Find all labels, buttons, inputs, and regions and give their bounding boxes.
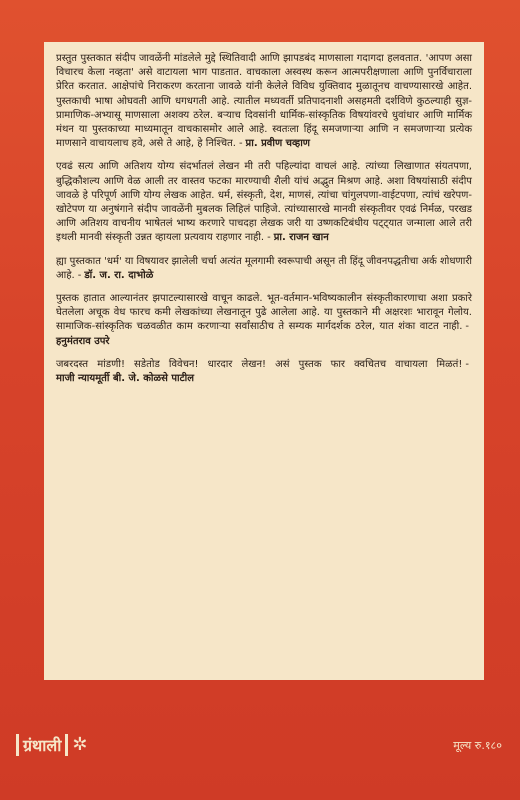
publisher-logo xyxy=(16,734,87,756)
publisher-name: ग्रंथाली xyxy=(23,736,62,755)
review-4: पुस्तक हातात आल्यानंतर झपाटल्यासारखे वाचून काढले. भूत-वर्तमान-भविष्यकालीन संस्कृतीकारणाचा अशा प्रकारे घेतलेला अचूक वेध फारच कमी लेखकांच्या लेखनातून पुढे आलेला आहे. या पुस्तकाने मी अक्षरशः भारावून गेलोय. सामाजिक-सांस्कृतिक चळवळीत काम करणाऱ्या सर्वांसाठीच ते सम्यक मार्गदर्शक ठरेल, यात शंका वाटत नाही. -हनुमंतराव उपरे xyxy=(56,293,472,347)
review-1: प्रस्तुत पुस्तकात संदीप जावळेंनी मांडलेले मुद्दे स्थितिवादी आणि झापडबंद माणसाला गदागदा हलवतात. 'आपण असा विचारच केला नव्हता' असे वाटायला भाग पाडतात. वाचकाला अस्वस्थ करून आत्मपरीक्षणाला आणि पुनर्विचाराला प्रेरित करतात. आक्षेपांचे निराकरण करताना जावळे यांनी केलेले विविध युक्तिवाद मुळातूनच वाचण्यासारखे आहेत. पुस्तकाची भाषा ओघवती आणि धगधगती आहे. त्यातील मध्यवर्ती प्रतिपादनाशी असहमती दर्शविणे कुठल्याही सुज्ञ-प्रामाणिक-अभ्यासू माणसाला अशक्य ठरेल. बऱ्याच दिवसांनी धार्मिक-सांस्कृतिक विषयांवरचे धुवांधार आणि मार्मिक मंथन या पुस्तकाच्या माध्यमातून वाचकासमोर आले आहे. स्वतःला हिंदू समजणाऱ्या आणि न समजणाऱ्या प्रत्येक माणसाने वाचायलाच हवे, असे ते आहे, हे निश्चित. - प्रा. प्रवीण चव्हाण xyxy=(56,53,472,150)
reviews-panel xyxy=(44,42,484,680)
review-3: ह्या पुस्तकात 'धर्म' या विषयावर झालेली चर्चा अत्यंत मूलगामी स्वरूपाची असून ती हिंदू जीवनपद्धतीचा अर्क शोधणारी आहे. - डॉ. ज. रा. दाभोळे xyxy=(56,255,472,281)
review-5: जबरदस्त मांडणी! सडेतोड विवेचन! धारदार लेखन! असं पुस्तक फार क्वचितच वाचायला मिळतं! -माजी न्यायमूर्ती बी. जे. कोळसे पाटील xyxy=(56,358,469,385)
review-author: प्रा. प्रवीण चव्हाण xyxy=(245,138,311,150)
review-2: एवढं सत्य आणि अतिशय योग्य संदर्भातलं लेखन मी तरी पहिल्यांदा वाचलं आहे. त्यांच्या लिखाणात संयतपणा, बुद्धिकौशल्य आणि वेळ आली तर वास्तव फटका मारण्याची शैली यांचं अद्भुत मिश्रण आहे. अशा विषयांसाठी संदीप जावळे हे परिपूर्ण आणि योग्य लेखक आहेत. धर्म, संस्कृती, देश, माणसं, त्यांचा चांगुलपणा-वाईटपणा, त्यांचं खरेपण-खोटेपण या अनुषंगाने संदीप जावळेंनी मुबलक लिहिलं पाहिजे. त्यांच्यासारखे मानवी संस्कृतीवर एवढं निर्मळ, परखड आणि अतिशय वाचनीय भाषेतलं भाष्य करणारे पाचदहा लेखक जरी या उष्णकटिबंधीय पट्ट्यात जन्माला आले तरी इथली मानवी संस्कृती उन्नत व्हायला प्रत्यवाय राहणार नाही. - प्रा. राजन खान xyxy=(56,161,472,244)
review-text: ह्या पुस्तकात 'धर्म' या विषयावर झालेली चर्चा अत्यंत मूलगामी स्वरूपाची असून ती हिंदू जीवनपद्धतीचा अर्क शोधणारी आहे. xyxy=(56,255,472,281)
review-author: माजी न्यायमूर्ती बी. जे. कोळसे पाटील xyxy=(56,373,195,385)
logo-bar-icon xyxy=(65,734,68,756)
logo-bar-icon xyxy=(16,734,19,756)
review-text: एवढं सत्य आणि अतिशय योग्य संदर्भातलं लेखन मी तरी पहिल्यांदा वाचलं आहे. त्यांच्या लिखाणात संयतपणा, बुद्धिकौशल्य आणि वेळ आली तर वास्तव फटका मारण्याची शैली यांचं अद्भुत मिश्रण आहे. अशा विषयांसाठी संदीप जावळे हे परिपूर्ण आणि योग्य लेखक आहेत. धर्म, संस्कृती, देश, माणसं, त्यांचा चांगुलपणा-वाईटपणा, त्यांचं खरेपण-खोटेपण या अनुषंगाने संदीप जावळेंनी मुबलक लिहिलं पाहिजे. त्यांच्यासारखे मानवी संस्कृतीवर एवढं निर्मळ, परखड आणि अतिशय वाचनीय भाषेतलं भाष्य करणारे पाचदहा लेखक जरी या उष्णकटिबंधीय पट्ट्यात जन्माला आले तरी इथली मानवी संस्कृती उन्नत व्हायला प्रत्यवाय राहणार नाही. xyxy=(56,161,472,244)
review-text: जबरदस्त मांडणी! सडेतोड विवेचन! धारदार लेखन! असं पुस्तक फार क्वचितच वाचायला मिळतं! xyxy=(56,358,463,370)
cover-footer xyxy=(0,726,520,766)
review-text: पुस्तक हातात आल्यानंतर झपाटल्यासारखे वाचून काढले. भूत-वर्तमान-भविष्यकालीन संस्कृतीकारणाचा अशा प्रकारे घेतलेला अचूक वेध फारच कमी लेखकांच्या लेखनातून पुढे आलेला आहे. या पुस्तकाने मी अक्षरशः भारावून गेलोय. सामाजिक-सांस्कृतिक चळवळीत काम करणाऱ्या सर्वांसाठीच ते सम्यक मार्गदर्शक ठरेल, यात शंका वाटत नाही. xyxy=(56,293,472,333)
review-author: हनुमंतराव उपरे xyxy=(56,335,110,347)
review-author: प्रा. राजन खान xyxy=(273,232,329,244)
price-label: मूल्य रु.१८० xyxy=(453,739,502,752)
review-author: डॉ. ज. रा. दाभोळे xyxy=(84,269,154,281)
review-text: प्रस्तुत पुस्तकात संदीप जावळेंनी मांडलेले मुद्दे स्थितिवादी आणि झापडबंद माणसाला गदागदा हलवतात. 'आपण असा विचारच केला नव्हता' असे वाटायला भाग पाडतात. वाचकाला अस्वस्थ करून आत्मपरीक्षणाला आणि पुनर्विचाराला प्रेरित करतात. आक्षेपांचे निराकरण करताना जावळे यांनी केलेले विविध युक्तिवाद मुळातूनच वाचण्यासारखे आहेत. पुस्तकाची भाषा ओघवती आणि धगधगती आहे. त्यातील मध्यवर्ती प्रतिपादनाशी असहमती दर्शविणे कुठल्याही सुज्ञ-प्रामाणिक-अभ्यासू माणसाला अशक्य ठरेल. बऱ्याच दिवसांनी धार्मिक-सांस्कृतिक विषयांवरचे धुवांधार आणि मार्मिक मंथन या पुस्तकाच्या माध्यमातून वाचकासमोर आले आहे. स्वतःला हिंदू समजणाऱ्या आणि न समजणाऱ्या प्रत्येक माणसाने वाचायलाच हवे, असे ते आहे, हे निश्चित. xyxy=(56,53,472,150)
star-icon: ✲ xyxy=(72,734,88,755)
